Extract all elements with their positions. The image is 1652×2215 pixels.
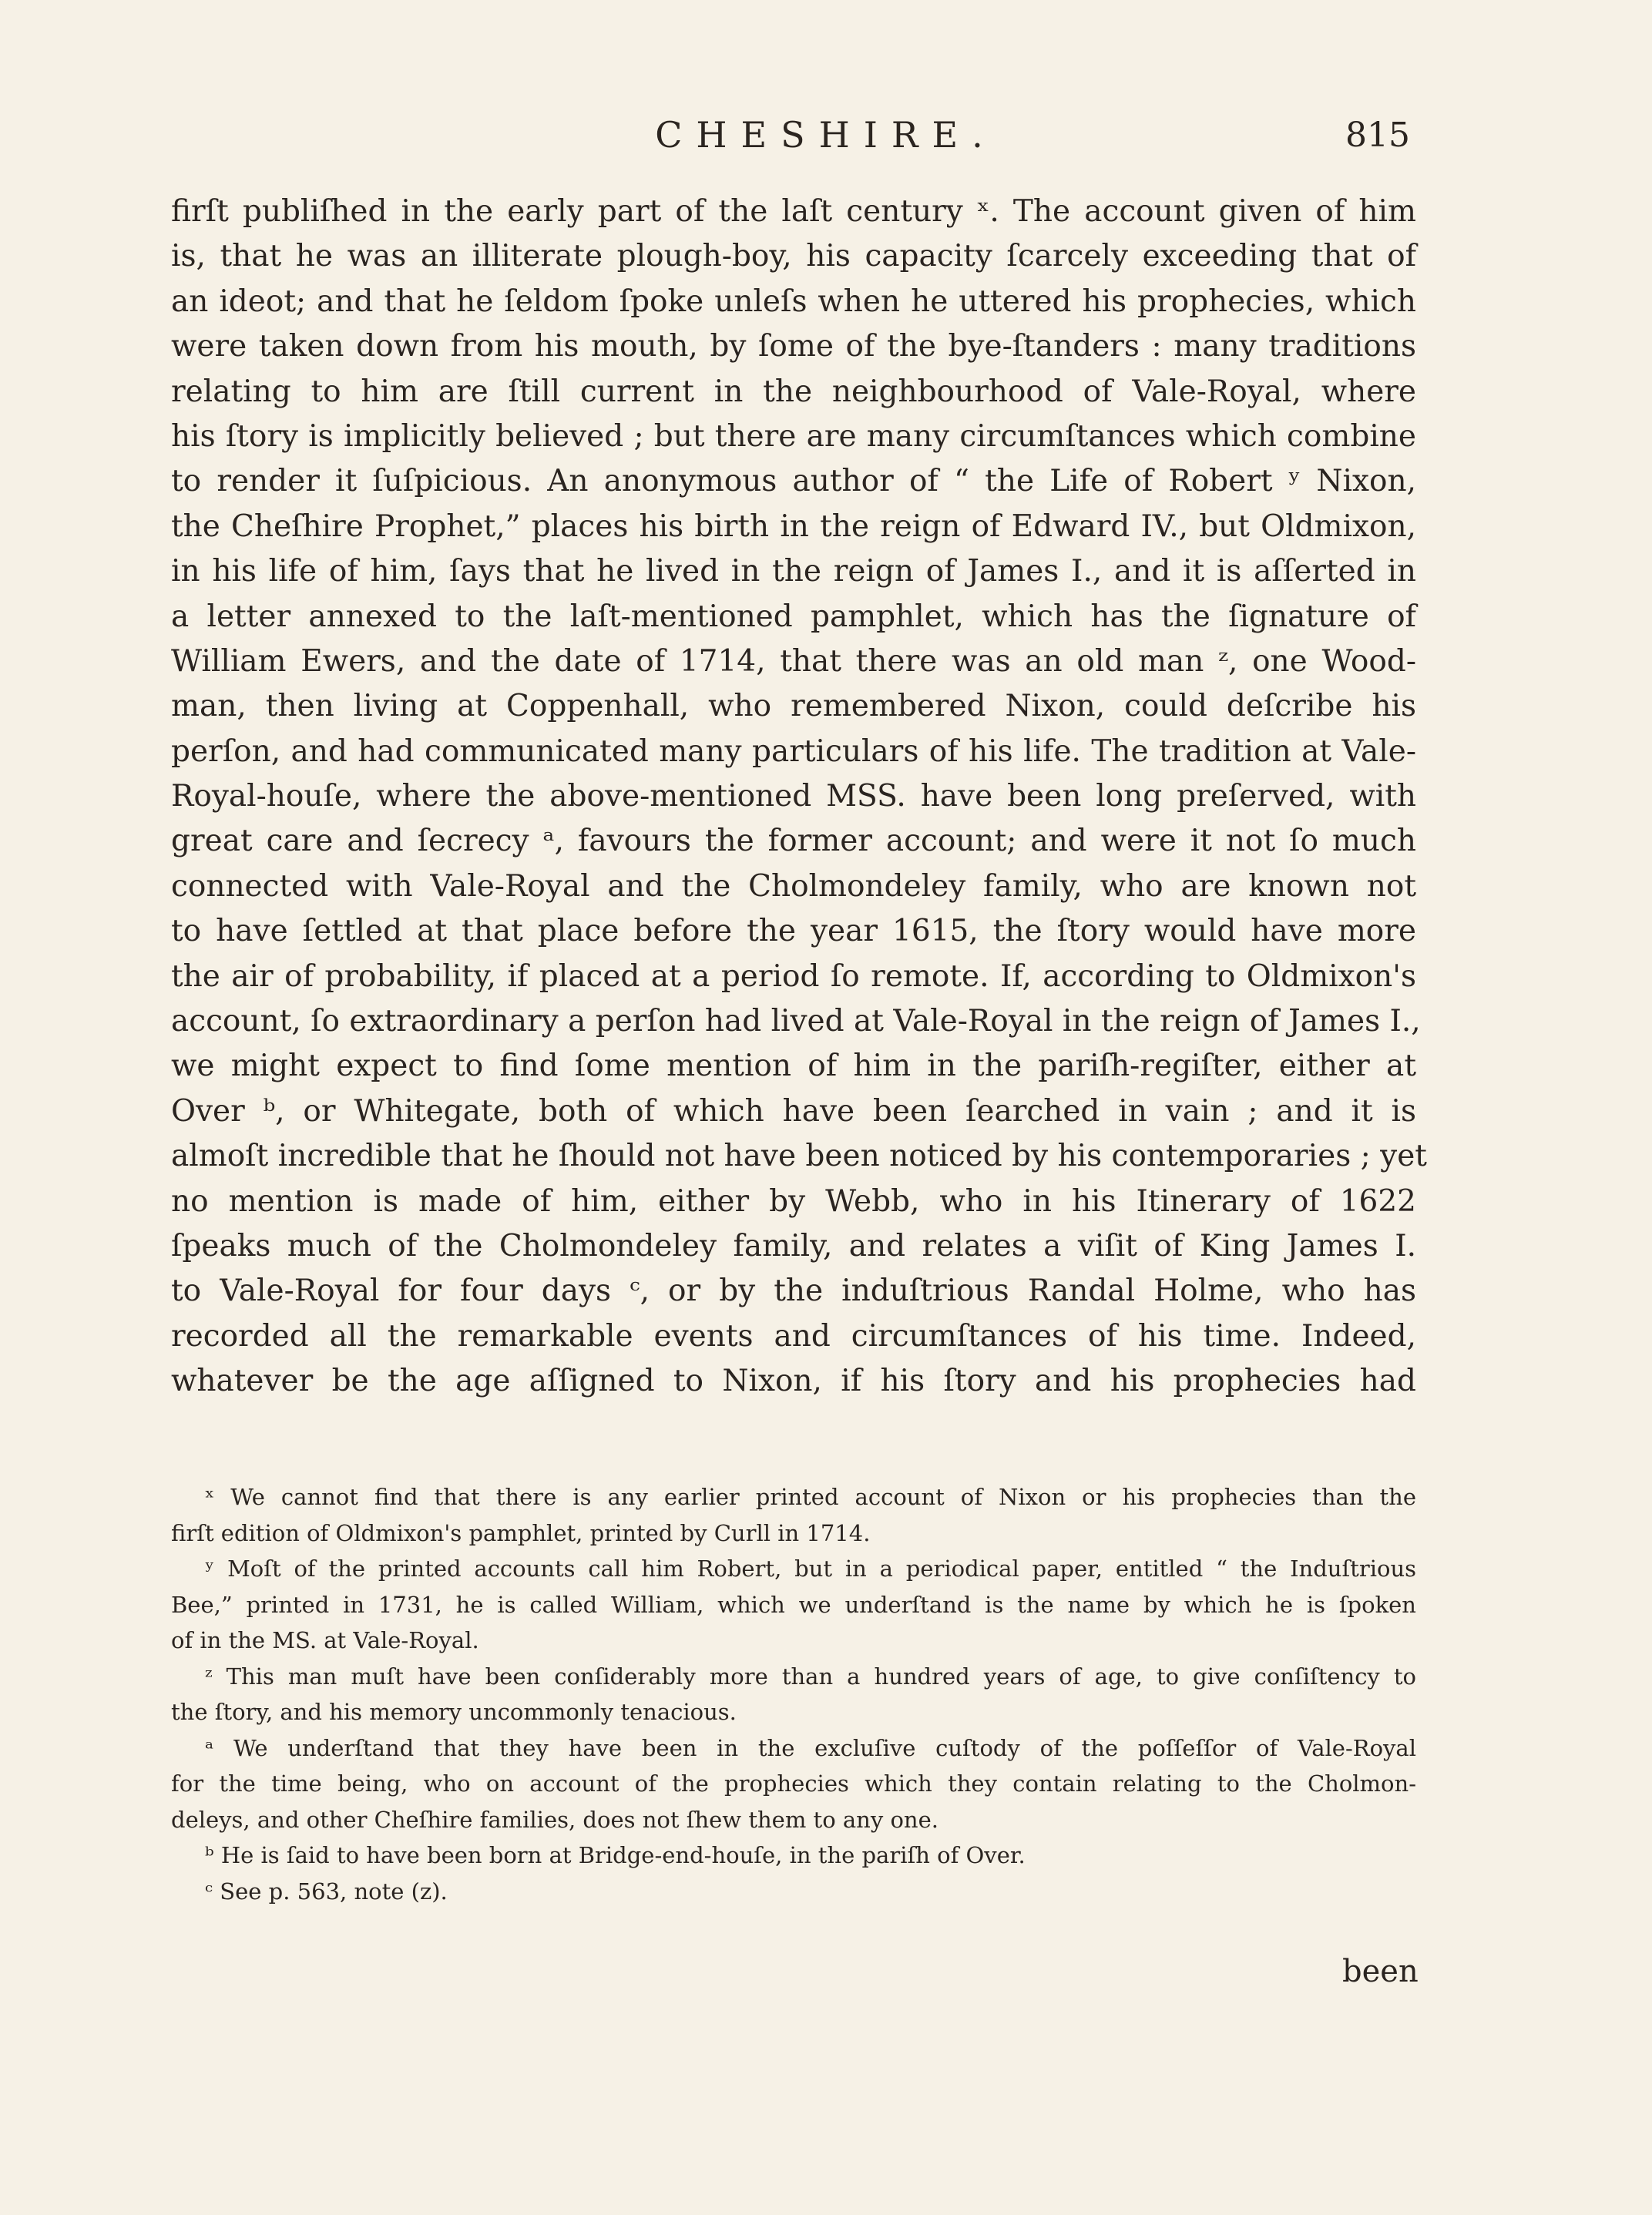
footnote-c: ᶜ See p. 563, note (z). (205, 1878, 448, 1905)
text-line: an ideot; and that he ſeldom ſpoke unleſs when he uttered his prophecies, which (171, 284, 1416, 319)
catchword: been (1342, 1954, 1419, 1989)
text-line: account, ſo extraordinary a perſon had lived at Vale-Royal in the reign of James I., (171, 1004, 1421, 1039)
text-line: recorded all the remarkable events and circumſtances of his time. Indeed, (171, 1318, 1416, 1354)
footnote-y: ʸ Moſt of the printed accounts call him Robert, but in a periodical paper, entitled “ the Induſtrious (205, 1556, 1416, 1582)
footnote-a: ᵃ We underſtand that they have been in the excluſive cuſtody of the poſſeſſor of Vale-Royal (205, 1734, 1416, 1761)
text-line: to Vale-Royal for four days ᶜ, or by the induſtrious Randal Holme, who has (171, 1274, 1416, 1309)
main-text (171, 190, 1427, 1405)
text-line: ſpeaks much of the Cholmondeley family, and relates a viſit of King James I. (171, 1228, 1416, 1264)
text-line: no mention is made of him, either by Webb, who in his Itinerary of 1622 (171, 1183, 1416, 1219)
text-line: in his life of him, ſays that he lived in the reign of James I., and it is aſſerted in (171, 554, 1416, 589)
text-line: the Cheſhire Prophet,” places his birth in the reign of Edward IV., but Oldmixon, (171, 508, 1416, 544)
footnote-y-cont: of in the MS. at Vale-Royal. (171, 1627, 479, 1653)
text-line: firſt publiſhed in the early part of the laſt century ˣ. The account given of him (171, 194, 1416, 229)
text-line: perſon, and had communicated many particulars of his life. The tradition at Vale- (171, 733, 1416, 769)
text-line: William Ewers, and the date of 1714, that there was an old man ᶻ, one Wood- (171, 643, 1416, 679)
footnotes (171, 1479, 1416, 1909)
footnote-b: ᵇ He is ſaid to have been born at Bridge-end-houſe, in the pariſh of Over. (205, 1842, 1026, 1868)
running-head: CHESHIRE. (655, 114, 997, 156)
text-line: almoſt incredible that he ſhould not have been noticed by his contemporaries ; yet (171, 1139, 1427, 1174)
text-line: man, then living at Coppenhall, who remembered Nixon, could deſcribe his (171, 689, 1416, 724)
page-number: 815 (1345, 116, 1410, 155)
text-line: to render it ſuſpicious. An anonymous author of “ the Life of Robert ʸ Nixon, (171, 464, 1416, 499)
text-line: is, that he was an illiterate plough-boy, his capacity ſcarcely exceeding that of (171, 239, 1416, 274)
text-line: Over ᵇ, or Whitegate, both of which have been ſearched in vain ; and it is (171, 1093, 1416, 1129)
footnote-x-cont: firſt edition of Oldmixon's pamphlet, printed by Curll in 1714. (171, 1519, 871, 1546)
footnote-z-cont: the ſtory, and his memory uncommonly tenacious. (171, 1699, 737, 1725)
text-line: we might expect to find ſome mention of him in the pariſh-regiſter, either at (171, 1049, 1416, 1084)
text-line: whatever be the age aſſigned to Nixon, if his ſtory and his prophecies had (171, 1364, 1416, 1399)
text-line: to have ſettled at that place before the year 1615, the ſtory would have more (171, 914, 1416, 949)
text-line: a letter annexed to the laſt-mentioned pamphlet, which has the ſignature of (171, 599, 1416, 634)
footnote-a-cont: deleys, and other Cheſhire families, does not ſhew them to any one. (171, 1806, 938, 1833)
text-line: relating to him are ſtill current in the neighbourhood of Vale-Royal, where (171, 374, 1416, 409)
text-line: were taken down from his mouth, by ſome of the bye-ſtanders : many traditions (171, 329, 1416, 364)
footnote-x: ˣ We cannot find that there is any earlier printed account of Nixon or his prophecies than the (205, 1484, 1416, 1510)
footnote-z: ᶻ This man muſt have been conſiderably more than a hundred years of age, to give conſiſtency to (205, 1663, 1416, 1690)
text-line: Royal-houſe, where the above-mentioned MSS. have been long preſerved, with (171, 779, 1416, 814)
footnote-a-cont: for the time being, who on account of the prophecies which they contain relating to the Cholmon- (171, 1770, 1416, 1797)
text-line: the air of probability, if placed at a period ſo remote. If, according to Oldmixon's (171, 958, 1416, 994)
text-line: great care and ſecrecy ᵃ, favours the former account; and were it not ſo much (171, 824, 1416, 859)
footnote-y-cont: Bee,” printed in 1731, he is called William, which we underſtand is the name by which he is ſpoken (171, 1591, 1416, 1618)
text-line: connected with Vale-Royal and the Cholmondeley family, who are known not (171, 868, 1416, 904)
text-line: his ſtory is implicitly believed ; but there are many circumſtances which combine (171, 418, 1416, 454)
